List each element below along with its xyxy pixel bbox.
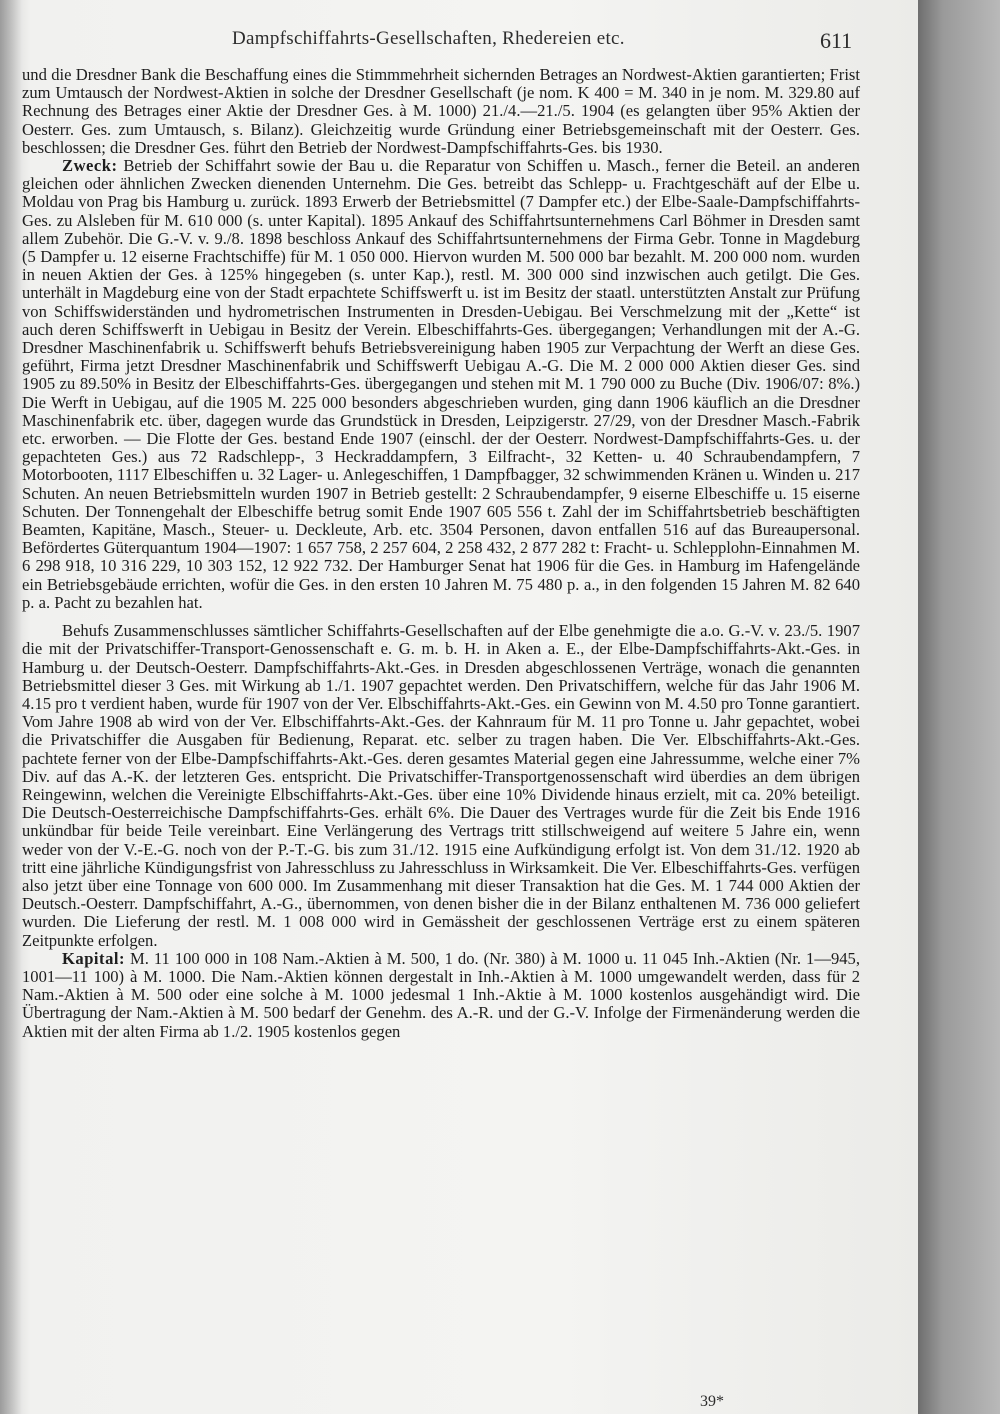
running-title: Dampfschiffahrts-Gesellschaften, Rhedereien etc. bbox=[232, 28, 625, 49]
zweck-text: Betrieb der Schiffahrt sowie der Bau u. die Reparatur von Schiffen u. Masch., ferner die Beteil. an anderen gleichen oder ähnlichen Zwecken dienenden Unternehm. Die Ges. betreibt das Schlepp- u. Frachtgeschäft auf der Elbe u. Moldau von Prag bis Hamburg u. zurück. 1893 Erwerb der Betriebsmittel (7 Dampfer etc.) der Elbe-Saale-Dampfschiffahrts-Ges. zu Alsleben für M. 610 000 (s. unter Kapital). 1895 Ankauf des Schiffahrtsunternehmens Carl Böhmer in Dresden samt allem Zubehör. Die G.-V. v. 9./8. 1898 beschloss Ankauf des Schiffahrtsunternehmens der Firma Gebr. Tonne in Magdeburg (5 Dampfer u. 12 eiserne Frachtschiffe) für M. 1 050 000. Hiervon wurden M. 500 000 bar bezahlt. M. 200 000 nom. wurden in neuen Aktien der Ges. à 125% hingegeben (s. unter Kap.), restl. M. 300 000 sind inzwischen auch getilgt. Die Ges. unterhält in Magdeburg eine von der Stadt erpachtete Schiffswerft u. ist im Besitz der staatl. unterstützten Anstalt zur Prüfung von Schiffswiderständen und hydrometrischen Instrumenten in Dresden-Uebigau. Bei Verschmelzung mit der „Kette“ ist auch deren Schiffswerft in Uebigau in Besitz der Verein. Elbeschiffahrts-Ges. übergegangen; Verhandlungen mit der A.-G. Dresdner Maschinenfabrik u. Schiffswerft behufs Betriebsvereinigung haben 1905 zur Verpachtung der Werft an diese Ges. geführt, Firma jetzt Dresdner Maschinenfabrik und Schiffswerft Uebigau A.-G. Die M. 2 000 000 Aktien dieser Ges. sind 1905 zu 89.50% in Besitz der Elbeschiffahrts-Ges. übergegangen und stehen mit M. 1 790 000 zu Buche (Div. 1906/07: 8%.) Die Werft in Uebigau, auf die 1905 M. 225 000 besonders abgeschrieben wurden, ging dann 1906 käuflich an die Dresdner Maschinenfabrik etc. über, dagegen wurde das Grundstück in Dresden, Leipzigerstr. 27/29, von der Dresdner Masch.-Fabrik etc. erworben. — Die Flotte der Ges. bestand Ende 1907 (einschl. der der Oesterr. Nordwest-Dampfschiffahrts-Ges. u. der gepachteten Ges.) aus 72 Radschlepp-, 3 Heckraddampfern, 3 Eilfracht-, 32 Ketten- u. 40 Schraubendampfern, 7 Motorbooten, 1117 Elbeschiffen u. 32 Lager- u. Anlegeschiffen, 1 Dampfbagger, 32 schwimmenden Kränen u. Winden u. 217 Schuten. An neuen Betriebsmitteln wurden 1907 in Betrieb gestellt: 2 Schraubendampfer, 9 eiserne Elbeschiffe u. 15 eiserne Schuten. Der Tonnengehalt der Elbeschiffe betrug somit Ende 1907 605 556 t. Zahl der im Schiffahrtsbetrieb beschäftigten Beamten, Kapitäne, Masch., Steuer- u. Deckleute, Arb. etc. 3504 Personen, davon entfallen 516 auf das Bureaupersonal. Befördertes Güterquantum 1904—1907: 1 657 758, 2 257 604, 2 258 432, 2 877 282 t: Fracht- u. Schlepplohn-Einnahmen M. 6 298 918, 10 316 229, 10 303 152, 12 922 732. Der Hamburger Senat hat 1906 für die Ges. in Hamburg im Hafengelände ein Betriebsgebäude errichten, wofür die Ges. in den ersten 10 Jahren M. 75 480 p. a., in den folgenden 15 Jahren M. 82 640 p. a. Pacht zu bezahlen hat. bbox=[22, 156, 860, 612]
zweck-paragraph bbox=[22, 157, 860, 612]
intro-paragraph: und die Dresdner Bank die Beschaffung eines die Stimmmehrheit sichernden Betrages an Nordwest-Aktien garantierten; Frist zum Umtausch der Nordwest-Aktien in solche der Dresdner Gesellschaft (je nom. K 400 = M. 340 in je nom. M. 329.80 auf Rechnung des Betrages einer Aktie der Dresdner Ges. à M. 1000) 21./4.—21./5. 1904 (es gelangten über 95% Aktien der Oesterr. Ges. zum Umtausch, s. Bilanz). Gleichzeitig wurde Gründung einer Betriebsgemeinschaft mit der Oesterr. Ges. beschlossen; die Dresdner Ges. führt den Betrieb der Nordwest-Dampfschiffahrts-Ges. bis 1930. bbox=[22, 65, 860, 157]
kapital-text: M. 11 100 000 in 108 Nam.-Aktien à M. 500, 1 do. (Nr. 380) à M. 1000 u. 11 045 Inh.-Aktien (Nr. 1—945, 1001—11 100) à M. 1000. Die Nam.-Aktien können dergestalt in Inh.-Aktien à M. 1000 umgewandelt werden, dass für 2 Nam.-Aktien à M. 500 oder eine solche à M. 1000 jedesmal 1 Inh.-Aktie à M. 1000 kostenlos ausgehändigt wird. Die Übertragung der Nam.-Aktien à M. 500 bedarf der Genehm. des A.-R. und der G.-V. Infolge der Firmenänderung werden die Aktien mit der alten Firma ab 1./2. 1905 kostenlos gegen bbox=[22, 948, 860, 1041]
scanner-background bbox=[918, 0, 1000, 1414]
page-body bbox=[22, 66, 860, 1041]
page-number: 611 bbox=[820, 28, 853, 53]
kapital-paragraph bbox=[22, 950, 860, 1041]
zusammenschluss-paragraph: Behufs Zusammenschlusses sämtlicher Schiffahrts-Gesellschaften auf der Elbe genehmigte die a.o. G.-V. v. 23./5. 1907 die mit der Privatschiffer-Transport-Genossenschaft e. G. m. b. H. in Aken a. E., der Elbe-Dampfschiffahrts-Akt.-Ges. in Hamburg u. der Deutsch-Oesterr. Dampfschiffahrts-Akt.-Ges. in Dresden abgeschlossenen Verträge, wonach die genannten Betriebsmittel dieser 3 Ges. mit Wirkung ab 1./1. 1907 gepachtet werden. Den Privatschiffern, welche für das Jahr 1906 M. 4.15 pro t verdient haben, wurde für 1907 von der Ver. Elbschiffahrts-Akt.-Ges. ein Gewinn von M. 4.50 pro Tonne garantiert. Vom Jahre 1908 ab wird von der Ver. Elbschiffahrts-Akt.-Ges. der Kahnraum für M. 11 pro Tonne u. Jahr gepachtet, wobei die Privatschiffer die Ausgaben für Bedienung, Reparat. etc. selber zu tragen haben. Die Ver. Elbschiffahrts-Akt.-Ges. pachtete ferner von der Elbe-Dampfschiffahrts-Akt.-Ges. deren gesamtes Material gegen eine Jahressumme, welche einer 7% Div. auf das A.-K. der letzteren Ges. entspricht. Die Privatschiffer-Transportgenossenschaft wird überdies an dem übrigen Reingewinn, welchen die Vereinigte Elbschiffahrts-Akt.-Ges. über eine 10% Dividende hinaus erzielt, mit ca. 20% beteiligt. Die Deutsch-Oesterreichische Dampfschiffahrts-Ges. erhält 6%. Die Dauer des Vertrages wurde für die Zeit bis Ende 1916 unkündbar für beide Teile vereinbart. Eine Verlängerung des Vertrags tritt stillschweigend auf weitere 5 Jahre ein, wenn weder von der V.-E.-G. noch von der P.-T.-G. bis zum 31./12. 1915 eine Aufkündigung erfolgt ist. Von dem 31./12. 1920 ab tritt eine jährliche Kündigungsfrist von Jahresschluss zu Jahresschluss in Wirksamkeit. Die Ver. Elbeschiffahrts-Ges. verfügen also jetzt über eine Tonnage von 600 000. Im Zusammenhang mit dieser Transaktion hat die Ges. M. 1 744 000 Aktien der Deutsch.-Oesterr. Dampfschiffahrt, A.-G., übernommen, von denen bisher die in der Bilanz enthaltenen M. 736 000 geliefert wurden. Die Lieferung der restl. M. 1 008 000 wird in Gemässheit der geschlossenen Verträge erst zu einem späteren Zeitpunkte erfolgen. bbox=[22, 621, 861, 950]
binding-shadow bbox=[0, 0, 22, 1414]
zweck-label: Zweck: bbox=[62, 156, 118, 176]
signature-mark: 39* bbox=[700, 1393, 724, 1410]
kapital-label: Kapital: bbox=[62, 948, 126, 968]
